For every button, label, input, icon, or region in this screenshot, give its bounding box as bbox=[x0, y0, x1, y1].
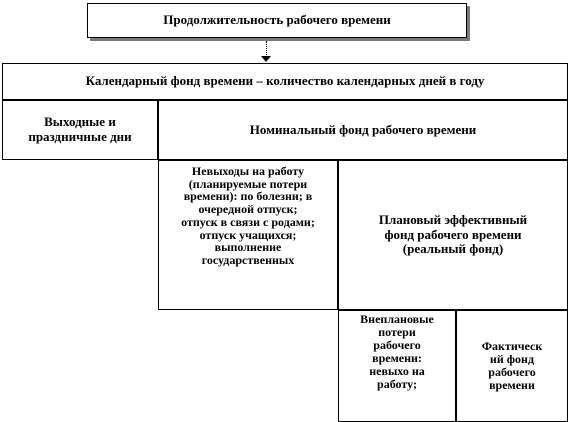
planned-absence-label: Невыходы на работу (планируемые потери времени): по болезни; в очередной отпуск; отпуск в связи с родами; отпуск учащихся; выполнение государственных bbox=[181, 164, 315, 268]
dotted-connector-line bbox=[266, 41, 267, 57]
planned-effective-fund-box bbox=[338, 160, 568, 310]
weekends-box bbox=[2, 100, 158, 160]
diagram-title: Продолжительность рабочего времени bbox=[163, 12, 391, 28]
arrow-down-icon bbox=[261, 56, 271, 62]
planned-effective-fund-label: Плановый эффективный фонд рабочего времени (реальный фонд) bbox=[378, 212, 528, 257]
unplanned-losses-box bbox=[338, 310, 456, 422]
nominal-fund-label: Номинальный фонд рабочего времени bbox=[249, 121, 477, 137]
calendar-fund-box bbox=[2, 63, 568, 100]
actual-fund-label: Фактическ ий фонд рабочего времени bbox=[481, 338, 543, 393]
unplanned-losses-label: Внеплановые потери рабочего времени: невыхо на работу; bbox=[360, 312, 434, 391]
weekends-label: Выходные и праздничные дни bbox=[28, 114, 132, 144]
planned-absence-box bbox=[158, 160, 338, 310]
nominal-fund-box bbox=[158, 100, 568, 160]
diagram-title-box bbox=[87, 3, 467, 38]
calendar-fund-label: Календарный фонд времени – количество календарных дней в году bbox=[85, 73, 485, 89]
actual-fund-box bbox=[456, 310, 568, 422]
